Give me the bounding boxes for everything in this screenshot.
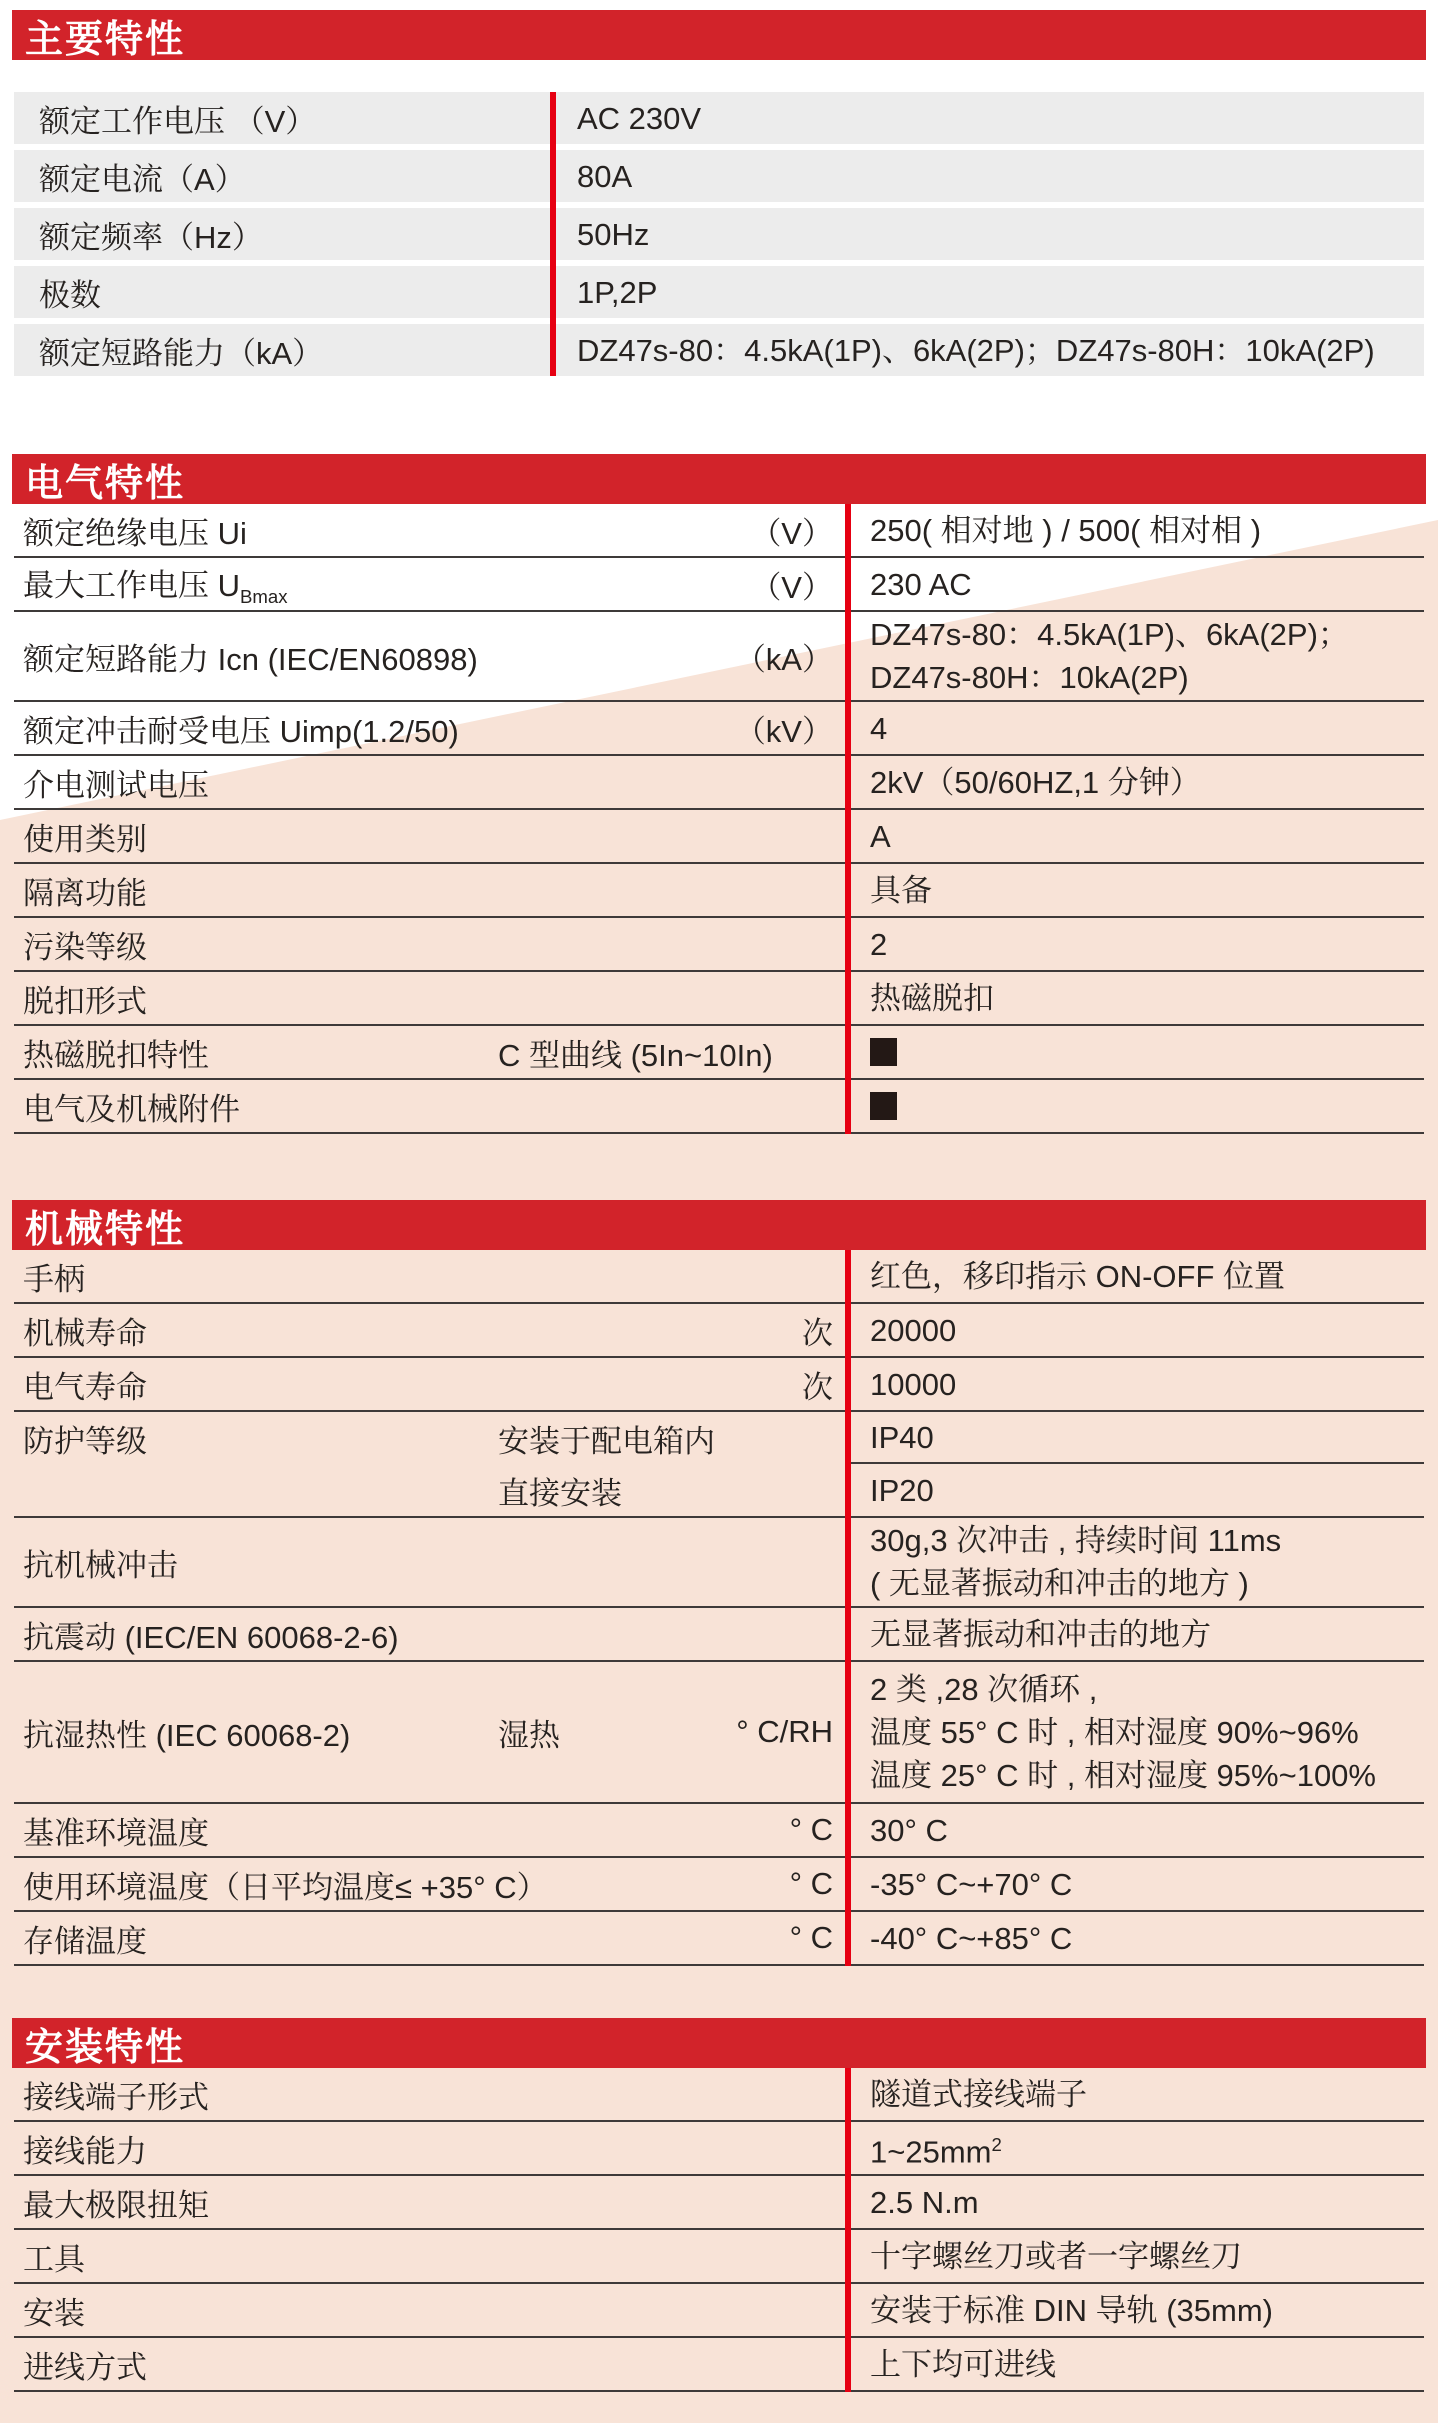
row-label: 热磁脱扣特性: [23, 1037, 209, 1073]
row-value-cell: [845, 2230, 1424, 2282]
row-value-cell: [845, 1662, 1424, 1802]
row-value-cell: [550, 213, 1424, 256]
row-value-cell: [845, 1358, 1424, 1410]
row-unit: （kV）: [734, 713, 833, 749]
row-value: 230 AC: [870, 566, 972, 602]
row-value: A: [870, 818, 891, 854]
section-header-main: [12, 10, 1426, 60]
spec-table-installation: [14, 2068, 1424, 2392]
row-label-cell: [14, 212, 550, 257]
spec-row: [14, 612, 1424, 702]
spec-row: [14, 1518, 1424, 1608]
row-label: 额定绝缘电压 Ui: [23, 515, 247, 551]
row-value: 具备: [870, 872, 932, 908]
row-value: 250( 相对地 ) / 500( 相对相 ): [870, 512, 1262, 548]
row-value: 2: [870, 926, 888, 962]
section-mechanical: [0, 1200, 1438, 1966]
row-value: 隧道式接线端子: [870, 2076, 1087, 2112]
spec-row: [14, 558, 1424, 612]
row-unit: （V）: [750, 569, 833, 605]
row-label-cell: [14, 328, 550, 373]
section-installation: [0, 2018, 1438, 2392]
row-label: 隔离功能: [23, 875, 147, 911]
row-value-cell: [550, 97, 1424, 140]
row-label-cell: [14, 2230, 845, 2282]
row-value: 热磁脱扣: [870, 980, 994, 1016]
row-label-cell: [14, 1026, 845, 1078]
row-label: 额定电流（A）: [39, 161, 246, 197]
row-value-superscript: 2: [991, 2133, 1002, 2155]
row-label-cell: [14, 1304, 845, 1356]
row-label: 安装: [23, 2295, 85, 2331]
section-header-mechanical: [12, 1200, 1426, 1250]
row-value: IP40: [870, 1419, 934, 1455]
spec-row: [14, 702, 1424, 756]
spec-row: [14, 1662, 1424, 1804]
row-value: -35° C~+70° C: [870, 1866, 1073, 1902]
row-value-cell: [845, 2122, 1424, 2174]
row-value-line: DZ47s-80H：10kA(2P): [870, 660, 1189, 695]
row-unit: （V）: [750, 515, 833, 551]
row-value-cell: [845, 702, 1424, 754]
row-label-cell: [14, 1858, 845, 1910]
row-label: 介电测试电压: [23, 767, 209, 803]
row-value-line: 温度 25° C 时 , 相对湿度 95%~100%: [870, 1757, 1376, 1793]
spec-table-mechanical: [14, 1250, 1424, 1966]
spec-row: [14, 756, 1424, 810]
row-value-cell: [845, 1608, 1424, 1660]
spec-row: [14, 2068, 1424, 2122]
row-value-cell: [845, 1464, 1424, 1516]
row-label-cell: [14, 270, 550, 315]
spec-row: [14, 2284, 1424, 2338]
row-value-cell: [845, 972, 1424, 1024]
row-label: 使用环境温度（日平均温度≤ +35° C）: [23, 1869, 548, 1905]
section-title: 机械特性: [25, 1208, 186, 1251]
row-value-cell: [845, 864, 1424, 916]
row-label-cell: [14, 96, 550, 141]
section-main: [0, 10, 1438, 376]
row-unit: 次: [802, 1369, 833, 1405]
row-sublabel: 直接安装: [498, 1475, 622, 1511]
row-label-cell: [14, 2176, 845, 2228]
row-value: 50Hz: [577, 216, 650, 252]
row-value-cell: [550, 155, 1424, 198]
row-label: 抗机械冲击: [23, 1547, 178, 1583]
row-label: 存储温度: [23, 1923, 147, 1959]
row-value: 上下均可进线: [870, 2346, 1056, 2382]
row-value-cell: [845, 2338, 1424, 2390]
row-value-cell: [845, 558, 1424, 610]
section-title: 安装特性: [25, 2026, 186, 2069]
row-label: 额定冲击耐受电压 Uimp(1.2/50): [23, 713, 459, 749]
section-header-electrical: [12, 454, 1426, 504]
row-label-cell: [14, 1662, 845, 1802]
row-value-cell: [845, 918, 1424, 970]
row-label: 脱扣形式: [23, 983, 147, 1019]
row-label-cell: [14, 2284, 845, 2336]
row-value-cell: [845, 2176, 1424, 2228]
column-divider-line: [550, 92, 556, 376]
spec-row: [14, 2122, 1424, 2176]
row-value: 十字螺丝刀或者一字螺丝刀: [870, 2238, 1242, 2274]
row-label: 额定短路能力 Icn (IEC/EN60898): [23, 641, 478, 677]
row-label: 防护等级: [23, 1423, 147, 1459]
row-value-line: 温度 55° C 时 , 相对湿度 90%~96%: [870, 1714, 1359, 1750]
row-unit: 次: [802, 1315, 833, 1351]
row-value: AC 230V: [577, 100, 702, 136]
row-value: IP20: [870, 1472, 934, 1508]
row-value: -40° C~+85° C: [870, 1920, 1073, 1956]
row-label: 额定工作电压 （V）: [39, 103, 317, 139]
row-label: 接线能力: [23, 2133, 147, 2169]
section-header-installation: [12, 2018, 1426, 2068]
row-value-cell: [845, 1858, 1424, 1910]
spec-table-main: [14, 92, 1424, 376]
row-label-cell: [14, 2338, 845, 2390]
row-label: 额定频率（Hz）: [39, 219, 263, 255]
row-value: 10000: [870, 1366, 957, 1402]
row-value-cell: [845, 1304, 1424, 1356]
row-label-cell: [14, 1250, 845, 1302]
spec-row: [14, 2230, 1424, 2284]
row-label-cell: [14, 1080, 845, 1132]
row-value-cell: [845, 756, 1424, 808]
spec-subrow: [14, 1464, 1424, 1516]
row-value: 安装于标准 DIN 导轨 (35mm): [870, 2292, 1273, 2328]
spec-row: [14, 208, 1424, 260]
row-value-line: ( 无显著振动和冲击的地方 ): [870, 1566, 1249, 1601]
row-label: 抗震动 (IEC/EN 60068-2-6): [23, 1619, 399, 1655]
spec-row: [14, 864, 1424, 918]
row-label-cell: [14, 756, 845, 808]
row-value-cell: [845, 612, 1424, 700]
row-value-cell: [845, 1026, 1424, 1078]
row-value: $1\sim 25mm^2$: [870, 2133, 1002, 2170]
spec-row: [14, 1304, 1424, 1358]
row-value: 2kV（50/60HZ,1 分钟）: [870, 764, 1201, 800]
row-value-cell: [845, 1518, 1424, 1606]
row-label-cell: [14, 558, 845, 610]
row-label-cell: [14, 702, 845, 754]
row-value-cell: [845, 1412, 1424, 1464]
row-label: 污染等级: [23, 929, 147, 965]
section-title: 电气特性: [25, 462, 186, 505]
row-value-cell: [845, 504, 1424, 556]
spec-row: [14, 1358, 1424, 1412]
row-value: 无显著振动和冲击的地方: [870, 1616, 1211, 1652]
row-label: 手柄: [23, 1261, 85, 1297]
row-label: 抗湿热性 (IEC 60068-2): [23, 1717, 351, 1753]
row-value-cell: [845, 1080, 1424, 1132]
row-value: 20000: [870, 1312, 957, 1348]
row-unit: ° C: [789, 1866, 833, 1901]
row-label: 极数: [39, 277, 101, 313]
row-value: 30° C: [870, 1812, 948, 1848]
row-sublabel: 湿热: [498, 1717, 560, 1753]
spec-row: [14, 150, 1424, 202]
row-unit: ° C/RH: [736, 1714, 833, 1749]
spec-row: [14, 92, 1424, 144]
row-label-cell: [14, 810, 845, 862]
row-label-cell: [14, 1608, 845, 1660]
row-label-cell: [14, 154, 550, 199]
row-label-subscript: Bmax: [240, 586, 288, 608]
row-label: 基准环境温度: [23, 1815, 209, 1851]
spec-row: [14, 2176, 1424, 2230]
section-title: 主要特性: [25, 18, 186, 61]
row-value-line: 2 类 ,28 次循环 ,: [870, 1671, 1098, 1707]
row-unit: （kA）: [734, 641, 833, 677]
row-label: 最大工作电压 $U_{Bmax}$: [23, 567, 288, 608]
row-label-cell: [14, 2068, 845, 2120]
filled-square-marker: [870, 1092, 897, 1120]
row-value-cell: [845, 1804, 1424, 1856]
row-sublabel: C 型曲线 (5In~10In): [498, 1037, 773, 1073]
row-value: 2.5 N.m: [870, 2184, 979, 2220]
row-value: 4: [870, 710, 888, 746]
column-divider-line: [845, 2068, 851, 2392]
row-label: 工具: [23, 2241, 85, 2277]
filled-square-marker: [870, 1038, 897, 1066]
row-label-cell: [14, 2122, 845, 2174]
row-label: 额定短路能力（kA）: [39, 335, 324, 371]
row-label: 最大极限扭矩: [23, 2187, 209, 2223]
row-value-cell: [845, 1250, 1424, 1302]
spec-row: [14, 1858, 1424, 1912]
row-value-cell: [845, 1912, 1424, 1964]
spec-row: [14, 2338, 1424, 2392]
spec-row: [14, 810, 1424, 864]
row-value: 80A: [577, 158, 633, 194]
row-label: 使用类别: [23, 821, 147, 857]
spec-row: [14, 1608, 1424, 1662]
spec-subrow: [14, 1412, 1424, 1464]
spec-row: [14, 972, 1424, 1026]
spec-row: [14, 266, 1424, 318]
row-label-cell: [14, 612, 845, 700]
row-label: 机械寿命: [23, 1315, 147, 1351]
row-label-cell: [14, 504, 845, 556]
row-value-line: DZ47s-80：4.5kA(1P)、6kA(2P)；: [870, 617, 1349, 652]
row-label-cell: [14, 1358, 845, 1410]
row-label-cell: [14, 1804, 845, 1856]
row-label-cell: [14, 972, 845, 1024]
row-label-cell: [14, 864, 845, 916]
row-value-cell: [845, 810, 1424, 862]
row-label: 电气寿命: [23, 1369, 147, 1405]
row-unit: ° C: [789, 1920, 833, 1955]
row-value-line: 30g,3 次冲击 , 持续时间 11ms: [870, 1523, 1282, 1558]
row-value-cell: [550, 329, 1424, 372]
spec-row: [14, 1412, 1424, 1518]
row-label-cell: [14, 1518, 845, 1606]
spec-row: [14, 1804, 1424, 1858]
section-electrical: [0, 454, 1438, 1134]
spec-row: [14, 1080, 1424, 1134]
spec-table-electrical: [14, 504, 1424, 1134]
row-unit: ° C: [789, 1812, 833, 1847]
spec-row: [14, 324, 1424, 376]
row-value-cell: [845, 2284, 1424, 2336]
column-divider-line: [845, 1250, 851, 1966]
spec-row: [14, 1250, 1424, 1304]
row-label-cell: [14, 918, 845, 970]
row-value: 红色，移印指示 ON-OFF 位置: [870, 1258, 1286, 1294]
spec-row: [14, 1026, 1424, 1080]
row-value-cell: [845, 2068, 1424, 2120]
row-sublabel: 安装于配电箱内: [498, 1423, 715, 1459]
column-divider-line: [845, 504, 851, 1134]
subrow-left-cell: [14, 1464, 845, 1516]
row-label: 进线方式: [23, 2349, 147, 2385]
row-value: 1P,2P: [577, 274, 658, 310]
row-value: DZ47s-80：4.5kA(1P)、6kA(2P)；DZ47s-80H：10kA(2P): [577, 332, 1375, 368]
row-label-cell: [14, 1912, 845, 1964]
spec-row: [14, 918, 1424, 972]
row-label: 接线端子形式: [23, 2079, 209, 2115]
spec-row: [14, 1912, 1424, 1966]
spec-row: [14, 504, 1424, 558]
row-label: 电气及机械附件: [23, 1091, 240, 1127]
row-value-cell: [550, 271, 1424, 314]
